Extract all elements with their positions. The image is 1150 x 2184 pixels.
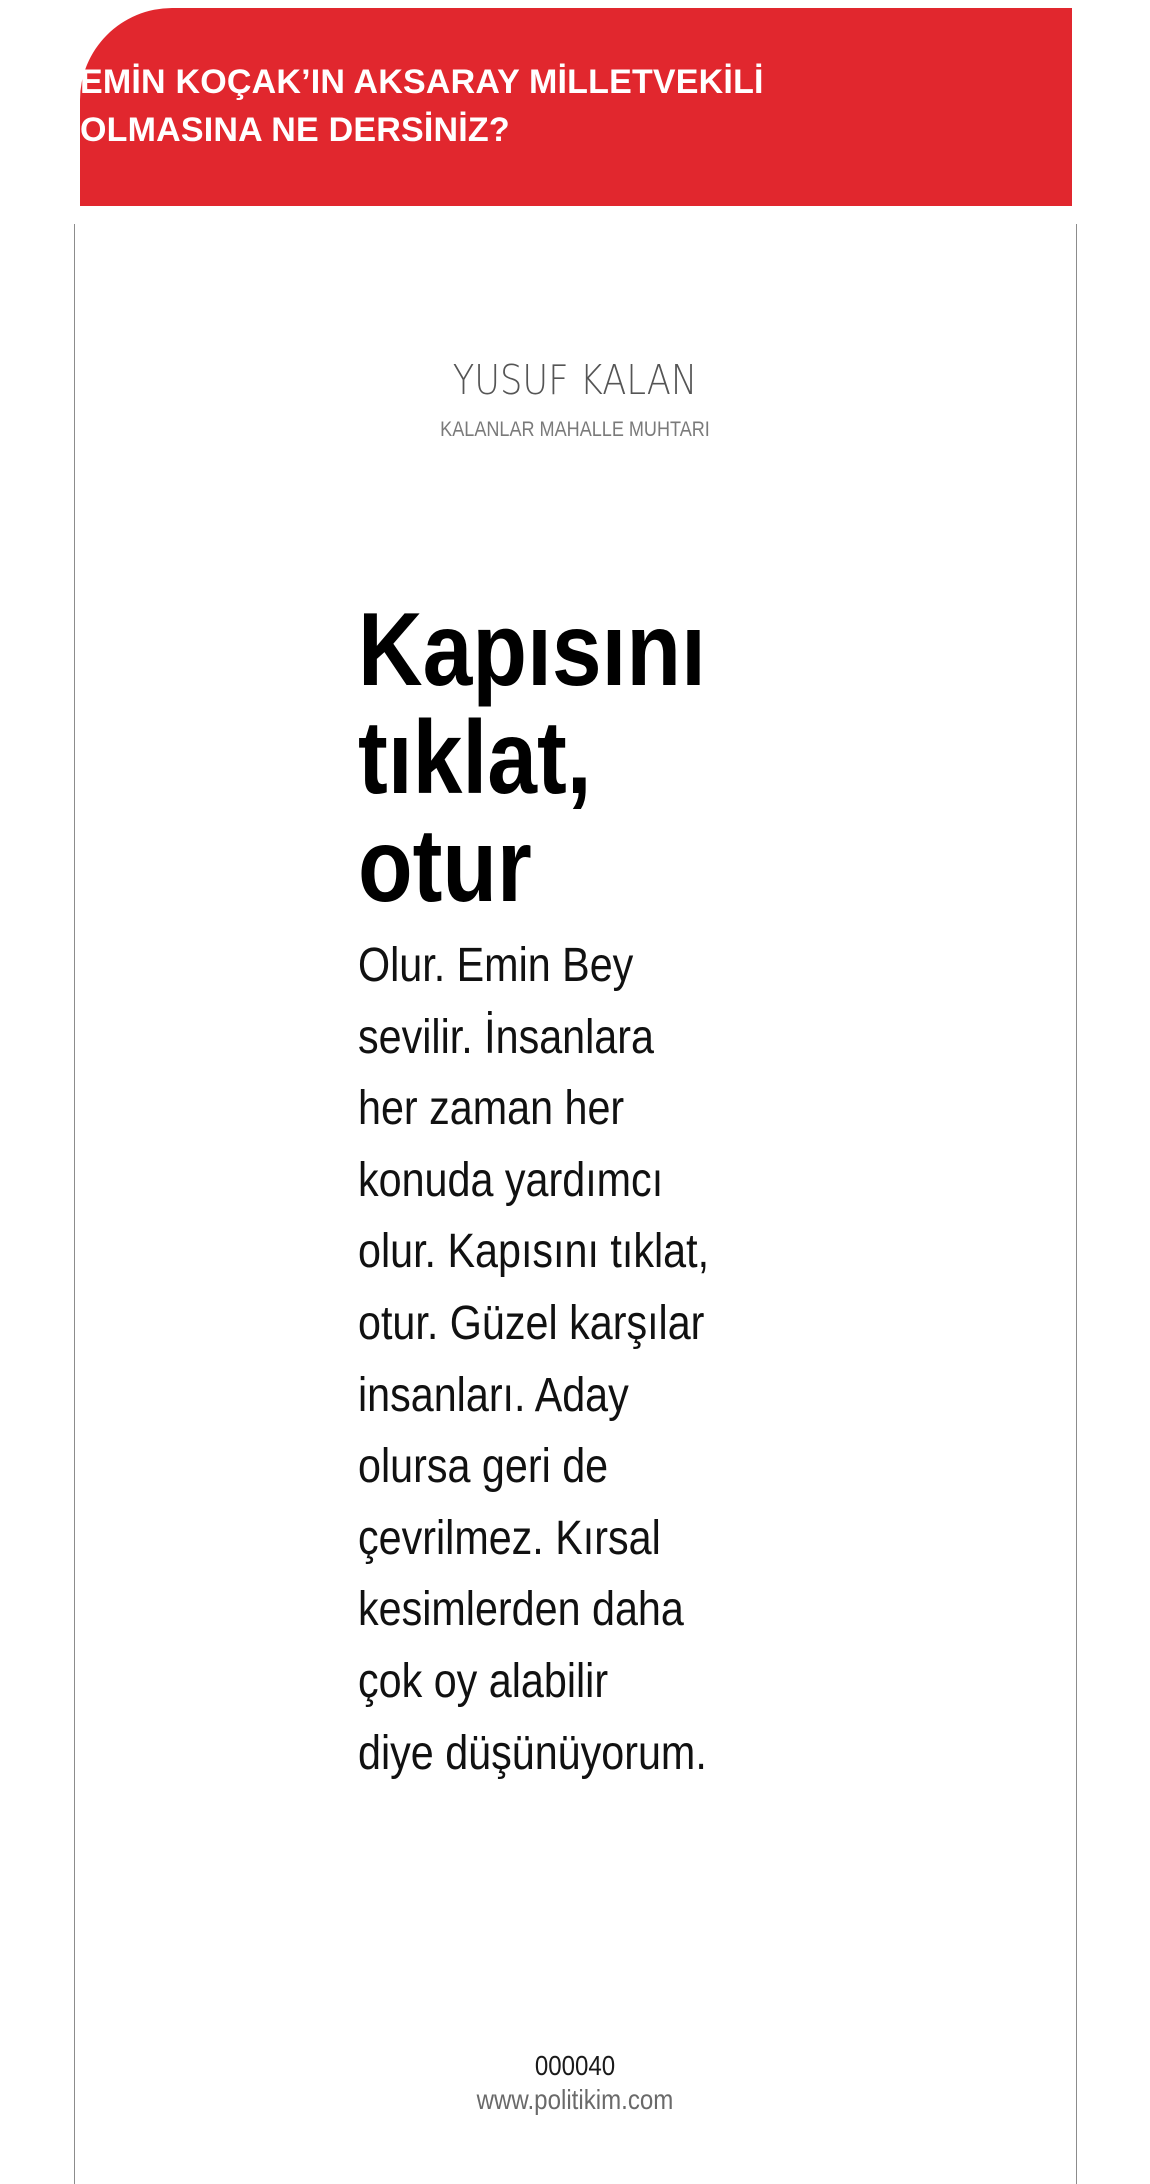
quote-heading bbox=[358, 592, 719, 924]
quote-heading-line: tıklat, bbox=[358, 700, 592, 816]
quote-body-line: diye düşünüyorum. bbox=[358, 1726, 707, 1780]
page-frame-left-rule bbox=[74, 224, 75, 2184]
quote-body-line: her zaman her bbox=[358, 1082, 625, 1136]
quote-body-line: olursa geri de bbox=[358, 1440, 609, 1494]
page-frame-right-rule bbox=[1076, 224, 1077, 2184]
quote-heading-line: otur bbox=[358, 808, 532, 924]
quote-heading-line: Kapısını bbox=[358, 592, 706, 708]
person-title: KALANLAR MAHALLE MUHTARI bbox=[440, 418, 710, 441]
person-name: YUSUF KALAN bbox=[452, 356, 698, 404]
quote-body-line: Olur. Emin Bey bbox=[358, 939, 634, 992]
quote-body-line: kesimlerden daha bbox=[358, 1583, 684, 1637]
quote-body bbox=[358, 930, 788, 1789]
quote-body-line: çok oy alabilir bbox=[358, 1654, 609, 1708]
header-title bbox=[80, 58, 880, 154]
quote-body-line: insanları. Aday bbox=[358, 1368, 629, 1422]
quote-body-line: sevilir. İnsanlara bbox=[358, 1010, 654, 1064]
quote-body-line: otur. Güzel karşılar bbox=[358, 1296, 705, 1350]
website-url: www.politikim.com bbox=[476, 2084, 674, 2115]
quote-body-line: konuda yardımcı bbox=[358, 1153, 664, 1207]
quote-body-line: olur. Kapısını tıklat, bbox=[358, 1225, 710, 1279]
quote-body-line: çevrilmez. Kırsal bbox=[358, 1511, 661, 1565]
header-title-line: EMİN KOÇAK’IN AKSARAY MİLLETVEKİLİ bbox=[80, 63, 764, 101]
header-title-line: OLMASINA NE DERSİNİZ? bbox=[80, 111, 510, 149]
page-number: 000040 bbox=[534, 2050, 616, 2081]
